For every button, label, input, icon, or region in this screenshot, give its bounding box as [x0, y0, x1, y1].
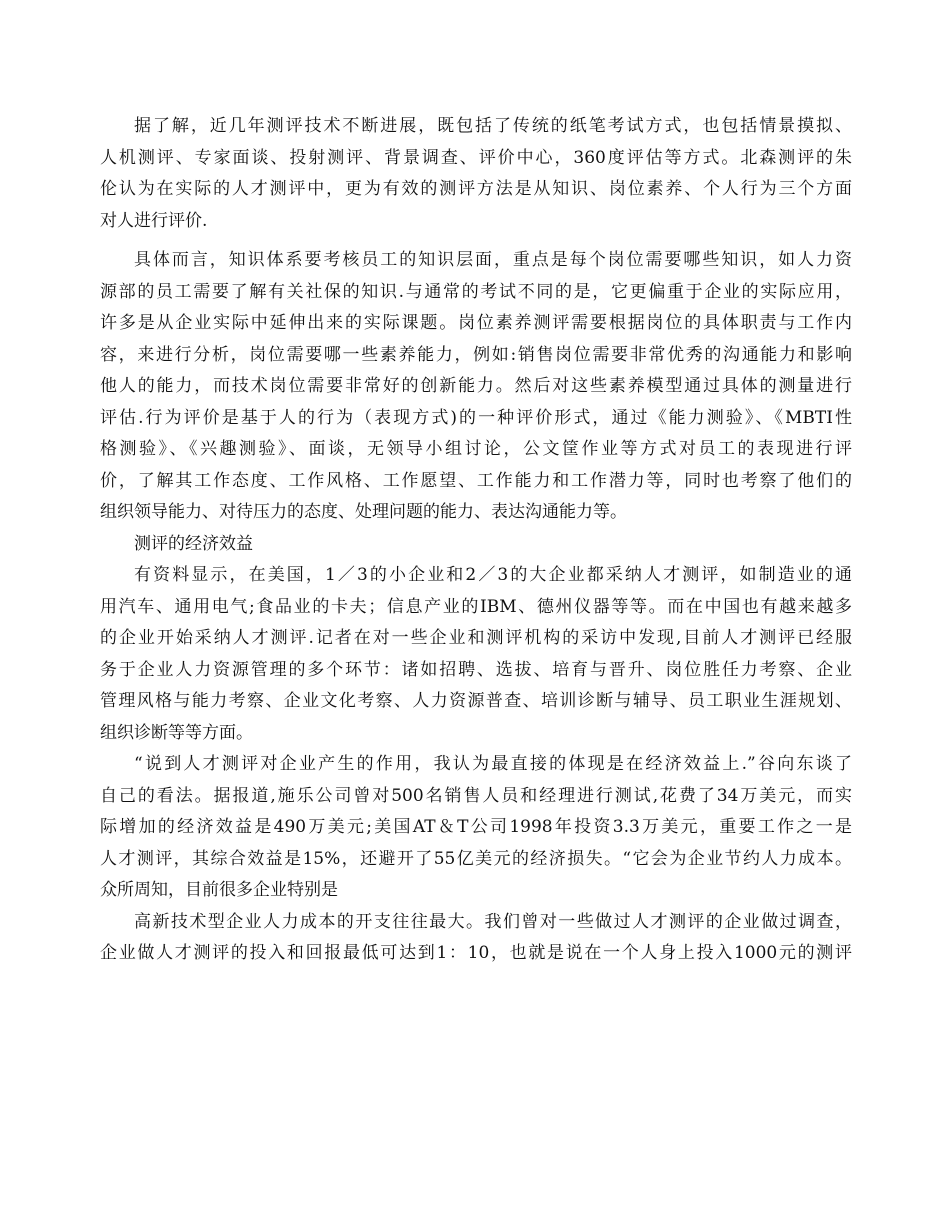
text-line: 许多是从企业实际中延伸出来的实际课题。岗位素养测评需要根据岗位的具体职责与工作内: [100, 313, 852, 333]
text-line: 组织诊断等等方面。: [100, 722, 253, 743]
text-line: 据了解，近几年测评技术不断进展，既包括了传统的纸笔考试方式，也包括情景摸拟、: [134, 116, 852, 136]
text-line: “说到人才测评对企业产生的作用，我认为最直接的体现是在经济效益上.”谷向东谈了: [134, 754, 852, 774]
text-line: 自己的看法。据报道,施乐公司曾对500名销售人员和经理进行测试,花费了34万美元，而实: [100, 785, 852, 806]
text-line: 具体而言，知识体系要考核员工的知识层面，重点是每个岗位需要哪些知识，如人力资: [134, 250, 852, 270]
text-line: 评估.行为评价是基于人的行为（表现方式)的一种评价形式，通过《能力测验》、《MBTI性: [100, 407, 852, 428]
text-line: 企业做人才测评的投入和回报最低可达到1：10，也就是说在一个人身上投入1000元的测评: [100, 943, 852, 963]
text-line: 人机测评、专家面谈、投射测评、背景调查、评价中心，360度评估等方式。北森测评的朱: [100, 147, 852, 168]
text-line: 务于企业人力资源管理的多个环节：诸如招聘、选拔、培育与晋升、岗位胜任力考察、企业: [100, 659, 852, 680]
text-line: 容，来进行分析，岗位需要哪一些素养能力，例如:销售岗位需要非常优秀的沟通能力和影响: [100, 344, 852, 365]
text-line: 人才测评，其综合效益是15%，还避开了55亿美元的经济损失。“它会为企业节约人力成本。: [100, 848, 852, 869]
text-line: 有资料显示，在美国，1／3的小企业和2／3的大企业都采纳人才测评，如制造业的通: [134, 565, 852, 585]
text-line: 对人进行评价.: [100, 210, 208, 231]
text-line: 用汽车、通用电气;食品业的卡夫；信息产业的IBM、德州仪器等等。而在中国也有越来越多: [100, 596, 852, 617]
text-line: 价，了解其工作态度、工作风格、工作愿望、工作能力和工作潜力等，同时也考察了他们的: [100, 470, 852, 491]
text-line: 组织领导能力、对待压力的态度、处理问题的能力、表达沟通能力等。: [100, 502, 627, 522]
text-line: 高新技术型企业人力成本的开支往往最大。我们曾对一些做过人才测评的企业做过调查，: [134, 911, 852, 932]
text-line: 际增加的经济效益是490万美元;美国AT＆T公司1998年投资3.3万美元，重要工作之一是: [100, 817, 852, 837]
text-line: 他人的能力，而技术岗位需要非常好的创新能力。然后对这些素养模型通过具体的测量进行: [100, 376, 852, 396]
text-line: 伦认为在实际的人才测评中，更为有效的测评方法是从知识、岗位素养、个人行为三个方面: [100, 179, 852, 199]
text-line: 的企业开始采纳人才测评.记者在对一些企业和测评机构的采访中发现,目前人才测评已经服: [100, 628, 852, 648]
text-line: 管理风格与能力考察、企业文化考察、人力资源普查、培训诊断与辅导、员工职业生涯规划、: [100, 691, 852, 711]
text-line: 源部的员工需要了解有关社保的知识.与通常的考试不同的是，它更偏重于企业的实际应用，: [100, 281, 852, 302]
text-line: 众所周知，目前很多企业特别是: [100, 880, 338, 900]
article-body: [100, 111, 852, 970]
text-line: 格测验》、《兴趣测验》、面谈，无领导小组讨论，公文筐作业等方式对员工的表现进行评: [100, 439, 852, 459]
section-heading: 测评的经济效益: [134, 533, 253, 554]
